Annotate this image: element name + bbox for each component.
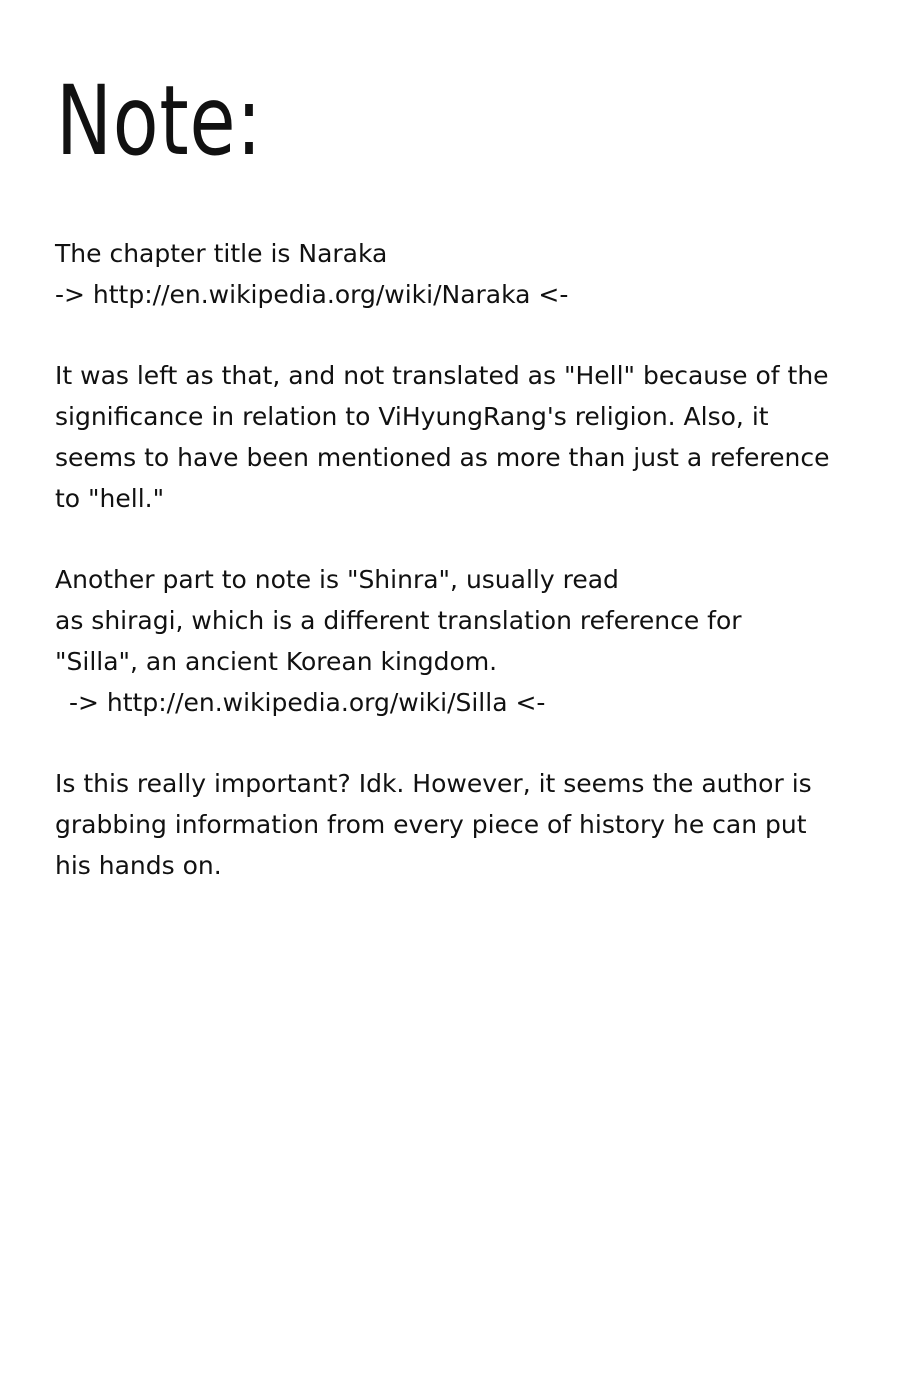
text-line: as shiragi, which is a different translation reference for (55, 606, 742, 636)
paragraph-shinra (55, 560, 855, 723)
text-line: Another part to note is "Shinra", usually read (55, 565, 619, 595)
text-line: It was left as that, and not translated as "Hell" because of the (55, 361, 829, 391)
page-title: Note: (56, 65, 263, 177)
text-line: seems to have been mentioned as more than just a reference (55, 442, 830, 472)
text-line: to "hell." (55, 483, 165, 513)
paragraph-hell-explanation (55, 356, 855, 519)
text-line: significance in relation to ViHyungRang's religion. Also, it (55, 402, 769, 432)
text-line: grabbing information from every piece of history he can put (55, 810, 807, 840)
silla-link-line: -> http://en.wikipedia.org/wiki/Silla <- (69, 687, 546, 717)
text-line: "Silla", an ancient Korean kingdom. (55, 646, 498, 676)
naraka-link-line: -> http://en.wikipedia.org/wiki/Naraka <- (55, 279, 569, 309)
note-body (55, 234, 855, 928)
text-line: his hands on. (55, 850, 222, 880)
paragraph-importance (55, 764, 855, 886)
text-line: The chapter title is Naraka (55, 239, 388, 268)
text-line: Is this really important? Idk. However, it seems the author is (55, 769, 812, 799)
paragraph-chapter-title (55, 234, 855, 316)
